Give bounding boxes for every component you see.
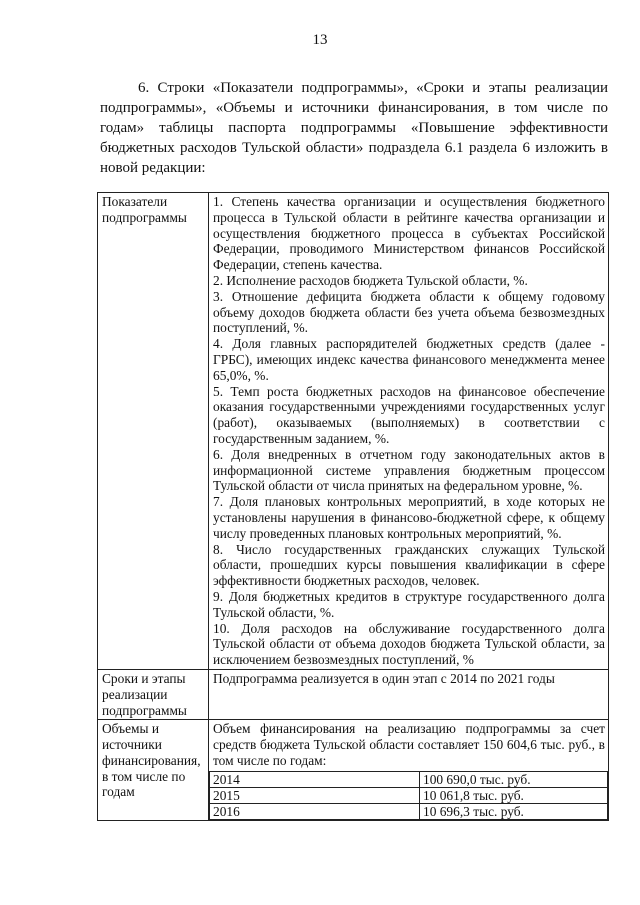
schedule-label: Сроки и этапы реализации подпрограммы	[98, 669, 209, 719]
indicators-row	[98, 193, 609, 670]
indicator-item: 10. Доля расходов на обслуживание государственного долга Тульской области от объема доходов бюджета Тульской области, за исключением безвозмездных поступлений, %	[213, 620, 605, 668]
indicator-item: 4. Доля главных распорядителей бюджетных средств (далее - ГРБС), имеющих индекс качества финансового менеджмента менее 65,0%, %.	[213, 336, 605, 383]
financing-years-table	[209, 771, 608, 820]
year-row	[210, 787, 608, 803]
indicator-item: 8. Число государственных гражданских служащих Тульской области, прошедших курсы повышения квалификации в сфере эффективности бюджетных расходов, человек.	[213, 541, 605, 589]
year-row	[210, 771, 608, 787]
indicator-item: 2. Исполнение расходов бюджета Тульской области, %.	[213, 272, 528, 288]
amount-cell: 10 696,3 тыс. руб.	[420, 803, 608, 819]
intro-paragraph: 6. Строки «Показатели подпрограммы», «Сроки и этапы реализации подпрограммы», «Объемы и источники финансирования, в том числе по годам» таблицы паспорта подпрограммы «Повышение эффективности бюджетных расходов Тульской области» подраздела 6.1 раздела 6 изложить в новой редакции:	[100, 80, 608, 176]
indicator-item: 5. Темп роста бюджетных расходов на финансовое обеспечение оказания государственными учреждениями государственных услуг (работ), оказываемых (выполняемых) в соответствии с государственным заданием, %.	[213, 383, 605, 446]
year-cell: 2015	[210, 787, 420, 803]
financing-text: Объем финансирования на реализацию подпрограммы за счет средств бюджета Тульской области составляет 150 604,6 тыс. руб., в том числе по годам:	[213, 721, 605, 768]
amount-cell: 100 690,0 тыс. руб.	[420, 771, 608, 787]
schedule-row	[98, 669, 609, 719]
amount-cell: 10 061,8 тыс. руб.	[420, 787, 608, 803]
indicators-label: Показатели подпрограммы	[98, 193, 209, 670]
schedule-text: Подпрограмма реализуется в один этап с 2014 по 2021 годы	[209, 669, 609, 719]
passport-table	[97, 192, 609, 821]
financing-label: Объемы и источники финансирования, в том числе по годам	[98, 720, 209, 820]
page-number: 13	[312, 32, 328, 48]
year-cell: 2016	[210, 803, 420, 819]
indicator-item: 3. Отношение дефицита бюджета области к общему годовому объему доходов бюджета области без учета объема безвозмездных поступлений, %.	[213, 288, 605, 336]
financing-content	[209, 720, 609, 820]
financing-row	[98, 720, 609, 820]
indicators-content	[209, 193, 609, 670]
year-cell: 2014	[210, 771, 420, 787]
indicator-item: 9. Доля бюджетных кредитов в структуре государственного долга Тульской области, %.	[213, 588, 605, 620]
year-row	[210, 803, 608, 819]
indicator-item: 6. Доля внедренных в отчетном году законодательных актов в информационной системе управления бюджетным процессом Тульской области от числа принятых на федеральном уровне, %.	[213, 446, 605, 494]
indicator-item: 1. Степень качества организации и осуществления бюджетного процесса в Тульской области в рейтинге качества организации и осуществления бюджетного процесса в субъектах Российской Федерации, проводимого Министерством финансов Российской Федерации, степень качества.	[213, 194, 605, 273]
indicator-item: 7. Доля плановых контрольных мероприятий, в ходе которых не установлены нарушения в финансово-бюджетной сфере, к общему числу проведенных плановых контрольных мероприятий, %.	[213, 494, 605, 541]
